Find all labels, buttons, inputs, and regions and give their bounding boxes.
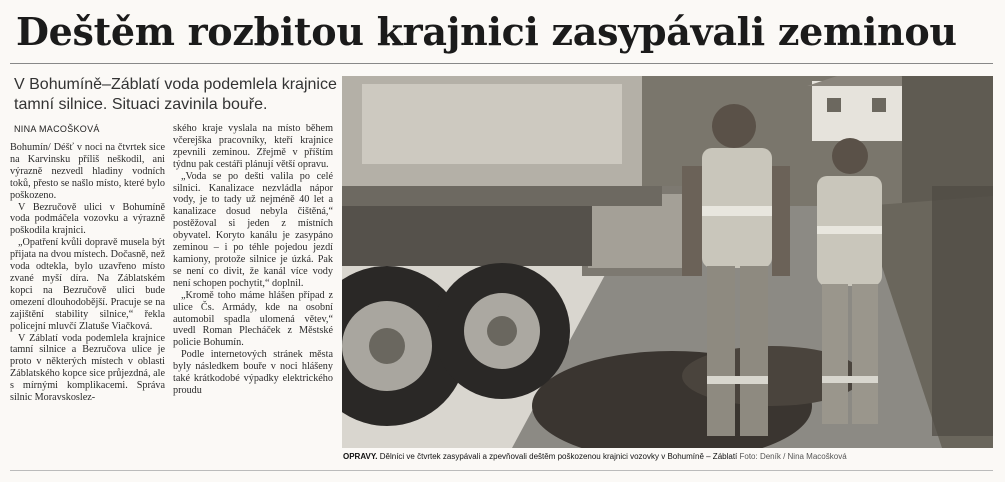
news-photo bbox=[342, 76, 993, 448]
paragraph: „Kromě toho máme hlášen případ z ulice Čs. Armády, kde na osobní automobil spadla ulomená větev,“ uvedl Roman Plecháček z Městské policie Bohumín. bbox=[173, 289, 333, 349]
caption-label: OPRAVY. bbox=[343, 452, 378, 461]
news-photo-illustration bbox=[342, 76, 993, 448]
photo-credit: Foto: Deník / Nina Macošková bbox=[737, 452, 847, 461]
top-divider bbox=[10, 63, 993, 64]
paragraph: V Bezručově ulici v Bohumíně voda podmáčela vozovku a výrazně poškodila krajnici. bbox=[10, 201, 165, 237]
headline: Deštěm rozbitou krajnici zasypávali zeminou bbox=[16, 9, 957, 54]
paragraph: Podle internetových stránek města byly následkem bouře v noci hlášeny také krátkodobé výpadky elektrického proudu bbox=[173, 349, 333, 396]
caption-text: Dělníci ve čtvrtek zasypávali a zpevňovali deštěm poškozenou krajnici vozovky v Bohumíně – Záblatí bbox=[377, 452, 738, 461]
article-column-1 bbox=[10, 142, 165, 466]
article-column-2 bbox=[173, 123, 333, 466]
paragraph: ského kraje vyslala na místo během včerejška pracovníky, kteří krajnice zpevnili zeminou. Zřejmě v příštím týdnu pak cestáři plánují větší opravu. bbox=[173, 123, 333, 170]
article-deck: V Bohumíně–Záblatí voda podemlela krajnice tamní silnice. Situaci zavinila bouře. bbox=[14, 76, 337, 113]
paragraph: „Opatření kvůli dopravě musela být přijata na dvou místech. Dočasně, než voda odtekla, bylo uzavřeno místo zvané myší díra. Na Záblatském kopci na Bezručově ulici bude omezení dlouhodobější. Pracuje se na zajištění stability silnice,“ řekla policejní mluvčí Zlatuše Viačková. bbox=[10, 237, 165, 332]
paragraph: V Záblatí voda podemlela krajnice tamní silnice a Bezručova ulice je proto v některých místech v oblasti Záblatského kopce sice průjezdná, ale s mírnými komplikacemi. Správa silnic Moravskoslez- bbox=[10, 332, 165, 404]
paragraph: Bohumín/ Déšť v noci na čtvrtek sice na Karvinsku příliš neškodil, ani výrazně nezvedl hladiny vodních toků, přesto se našlo místo, které bylo poškozeno. bbox=[10, 142, 165, 201]
photo-caption bbox=[343, 452, 994, 461]
paragraph: „Voda se po dešti valila po celé silnici. Kanalizace nezvládla nápor vody, je to tady už nejméně 40 let a kanalizace dosud nebyla čištěná,“ postěžoval si jeden z místních obyvatel. Koryto kanálu je zasypáno zeminou – i po téhle pojedou jezdí kamiony, protože silnice je úzká. Pak se není co divit, že kanál více vody není schopen pochytit,“ doplnil. bbox=[173, 170, 333, 289]
bottom-divider bbox=[10, 470, 993, 471]
author-byline: NINA MACOŠKOVÁ bbox=[14, 124, 100, 134]
